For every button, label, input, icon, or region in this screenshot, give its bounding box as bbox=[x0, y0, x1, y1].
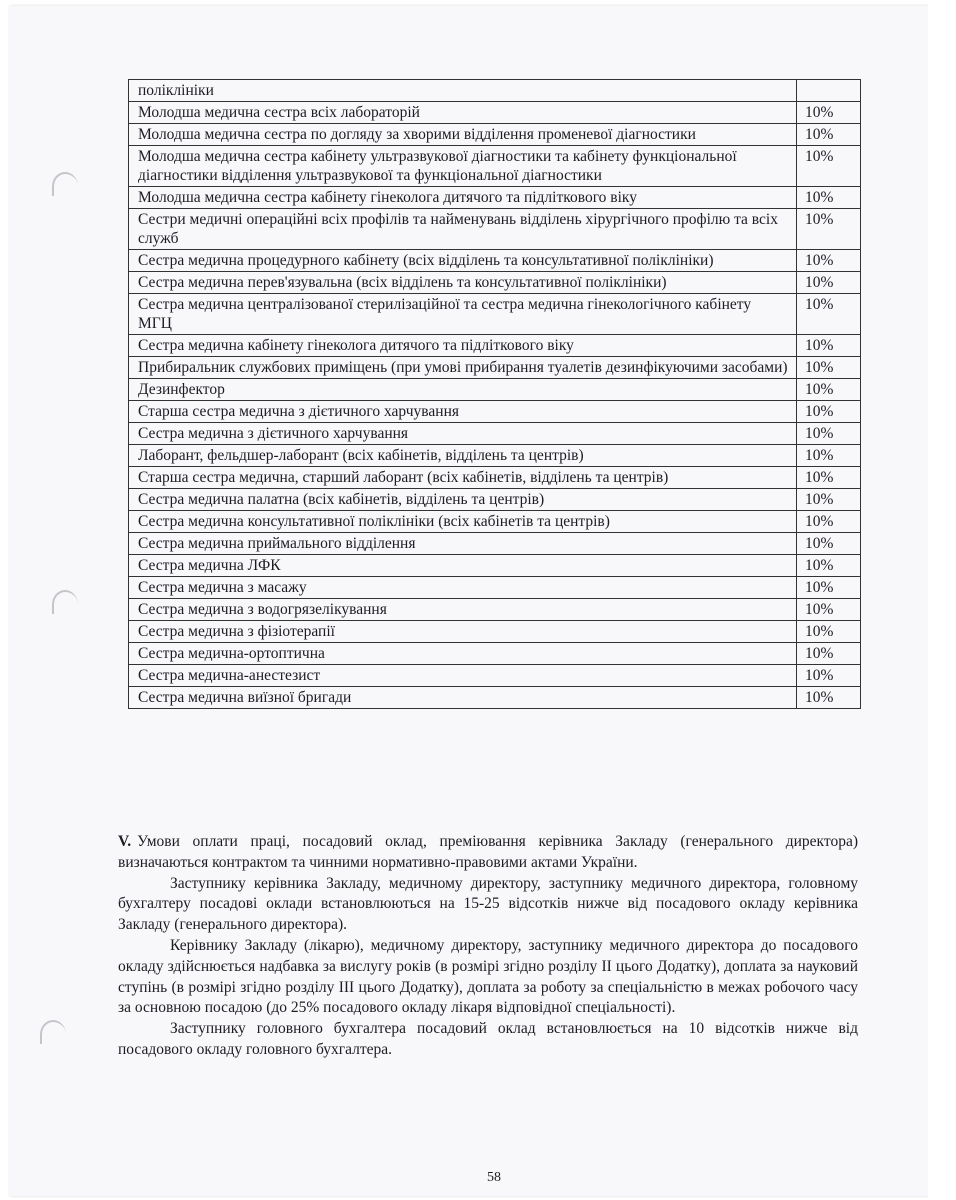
percent-cell: 10% bbox=[797, 555, 861, 577]
section-paragraph-2: Заступнику керівника Закладу, медичному директору, заступнику медичного директора, головному бухгалтеру посадові оклади встановлюються на 15-25 відсотків нижче від посадового окладу керівника Закладу (генерального директора). bbox=[118, 874, 858, 934]
position-cell: Сестра медична виїзної бригади bbox=[129, 687, 797, 709]
percent-cell: 10% bbox=[797, 209, 861, 250]
position-cell: Молодша медична сестра всіх лабораторій bbox=[129, 102, 797, 124]
percent-cell: 10% bbox=[797, 599, 861, 621]
percent-cell: 10% bbox=[797, 643, 861, 665]
table-row bbox=[129, 80, 861, 102]
position-cell: Сестри медичні операційні всіх профілів та найменувань відділень хірургічного профілю та всіх служб bbox=[129, 209, 797, 250]
table-row bbox=[129, 599, 861, 621]
position-cell: Молодша медична сестра по догляду за хворими відділення променевої діагностики bbox=[129, 124, 797, 146]
page-number: 58 bbox=[487, 1170, 501, 1185]
percent-cell: 10% bbox=[797, 401, 861, 423]
percent-cell bbox=[797, 80, 861, 102]
table-row bbox=[129, 577, 861, 599]
table-row bbox=[129, 687, 861, 709]
percent-cell: 10% bbox=[797, 511, 861, 533]
position-cell: Сестра медична з масажу bbox=[129, 577, 797, 599]
table-row bbox=[129, 511, 861, 533]
percent-cell: 10% bbox=[797, 272, 861, 294]
position-cell: Сестра медична з фізіотерапії bbox=[129, 621, 797, 643]
position-cell: поліклініки bbox=[129, 80, 797, 102]
page-edge bbox=[928, 0, 956, 1200]
percent-cell: 10% bbox=[797, 102, 861, 124]
table-row bbox=[129, 665, 861, 687]
position-cell: Сестра медична централізованої стерилізаційної та сестра медична гінекологічного кабінету МГЦ bbox=[129, 294, 797, 335]
punch-hole-middle bbox=[52, 590, 78, 614]
section-paragraph-4: Заступнику головного бухгалтера посадовий оклад встановлюється на 10 відсотків нижче від посадового окладу головного бухгалтера. bbox=[118, 1020, 858, 1058]
position-cell: Сестра медична консультативної поліклініки (всіх кабінетів та центрів) bbox=[129, 511, 797, 533]
table-row bbox=[129, 555, 861, 577]
table-row bbox=[129, 209, 861, 250]
punch-hole-top bbox=[52, 172, 78, 196]
table-row bbox=[129, 250, 861, 272]
paragraph-text: Умови оплати праці, посадовий оклад, преміювання керівника Закладу (генерального директора) визначаються контрактом та чинними нормативно-правовими актами України. bbox=[118, 833, 858, 871]
position-cell: Сестра медична кабінету гінеколога дитячого та підліткового віку bbox=[129, 335, 797, 357]
position-cell: Прибиральник службових приміщень (при умові прибирання туалетів дезинфікуючими засобами) bbox=[129, 357, 797, 379]
section-paragraph-3: Керівнику Закладу (лікарю), медичному директору, заступнику медичного директора до посадового окладу здійснюється надбавка за вислугу років (в розмірі згідно розділу II цього Додатку), доплата за науковий ступінь (в розмірі згідно розділу III цього Додатку), доплата за роботу за спеціальністю в межах робочого часу за основною посадою (до 25% посадового окладу лікаря відповідної спеціальності). bbox=[118, 936, 858, 1017]
percent-cell: 10% bbox=[797, 423, 861, 445]
position-cell: Сестра медична приймального відділення bbox=[129, 533, 797, 555]
position-cell: Сестра медична-анестезист bbox=[129, 665, 797, 687]
section-number: V. bbox=[118, 833, 132, 850]
percent-cell: 10% bbox=[797, 665, 861, 687]
table-row bbox=[129, 445, 861, 467]
table-row bbox=[129, 621, 861, 643]
table-row bbox=[129, 357, 861, 379]
percent-cell: 10% bbox=[797, 577, 861, 599]
table-row bbox=[129, 467, 861, 489]
position-cell: Лаборант, фельдшер-лаборант (всіх кабінетів, відділень та центрів) bbox=[129, 445, 797, 467]
percent-cell: 10% bbox=[797, 445, 861, 467]
position-cell: Сестра медична з дієтичного харчування bbox=[129, 423, 797, 445]
table-row bbox=[129, 533, 861, 555]
position-cell: Дезинфектор bbox=[129, 379, 797, 401]
section-paragraph-1 bbox=[118, 832, 858, 874]
position-cell: Сестра медична-ортоптична bbox=[129, 643, 797, 665]
percent-cell: 10% bbox=[797, 124, 861, 146]
percent-cell: 10% bbox=[797, 250, 861, 272]
table-row bbox=[129, 379, 861, 401]
table-row bbox=[129, 401, 861, 423]
section-v bbox=[118, 832, 858, 1061]
table-row bbox=[129, 146, 861, 187]
table-row bbox=[129, 423, 861, 445]
percent-cell: 10% bbox=[797, 187, 861, 209]
percent-cell: 10% bbox=[797, 335, 861, 357]
staff-percent-table bbox=[128, 79, 861, 709]
table-row bbox=[129, 294, 861, 335]
table-row bbox=[129, 187, 861, 209]
position-cell: Сестра медична перев'язувальна (всіх відділень та консультативної поліклініки) bbox=[129, 272, 797, 294]
position-cell: Молодша медична сестра кабінету ультразвукової діагностики та кабінету функціональної діагностики відділення ультразвукової та функціональної діагностики bbox=[129, 146, 797, 187]
position-cell: Старша сестра медична з дієтичного харчування bbox=[129, 401, 797, 423]
percent-cell: 10% bbox=[797, 533, 861, 555]
percent-cell: 10% bbox=[797, 687, 861, 709]
percent-cell: 10% bbox=[797, 467, 861, 489]
percent-cell: 10% bbox=[797, 379, 861, 401]
percent-cell: 10% bbox=[797, 146, 861, 187]
table-row bbox=[129, 335, 861, 357]
percent-cell: 10% bbox=[797, 294, 861, 335]
table-row bbox=[129, 102, 861, 124]
table-row bbox=[129, 643, 861, 665]
position-cell: Сестра медична ЛФК bbox=[129, 555, 797, 577]
percent-cell: 10% bbox=[797, 621, 861, 643]
table-row bbox=[129, 489, 861, 511]
table-row bbox=[129, 272, 861, 294]
percent-cell: 10% bbox=[797, 489, 861, 511]
position-cell: Сестра медична з водогрязелікування bbox=[129, 599, 797, 621]
position-cell: Молодша медична сестра кабінету гінеколога дитячого та підліткового віку bbox=[129, 187, 797, 209]
percent-cell: 10% bbox=[797, 357, 861, 379]
position-cell: Сестра медична процедурного кабінету (всіх відділень та консультативної поліклініки) bbox=[129, 250, 797, 272]
table-row bbox=[129, 124, 861, 146]
position-cell: Сестра медична палатна (всіх кабінетів, відділень та центрів) bbox=[129, 489, 797, 511]
position-cell: Старша сестра медична, старший лаборант (всіх кабінетів, відділень та центрів) bbox=[129, 467, 797, 489]
punch-hole-bottom bbox=[40, 1020, 66, 1044]
